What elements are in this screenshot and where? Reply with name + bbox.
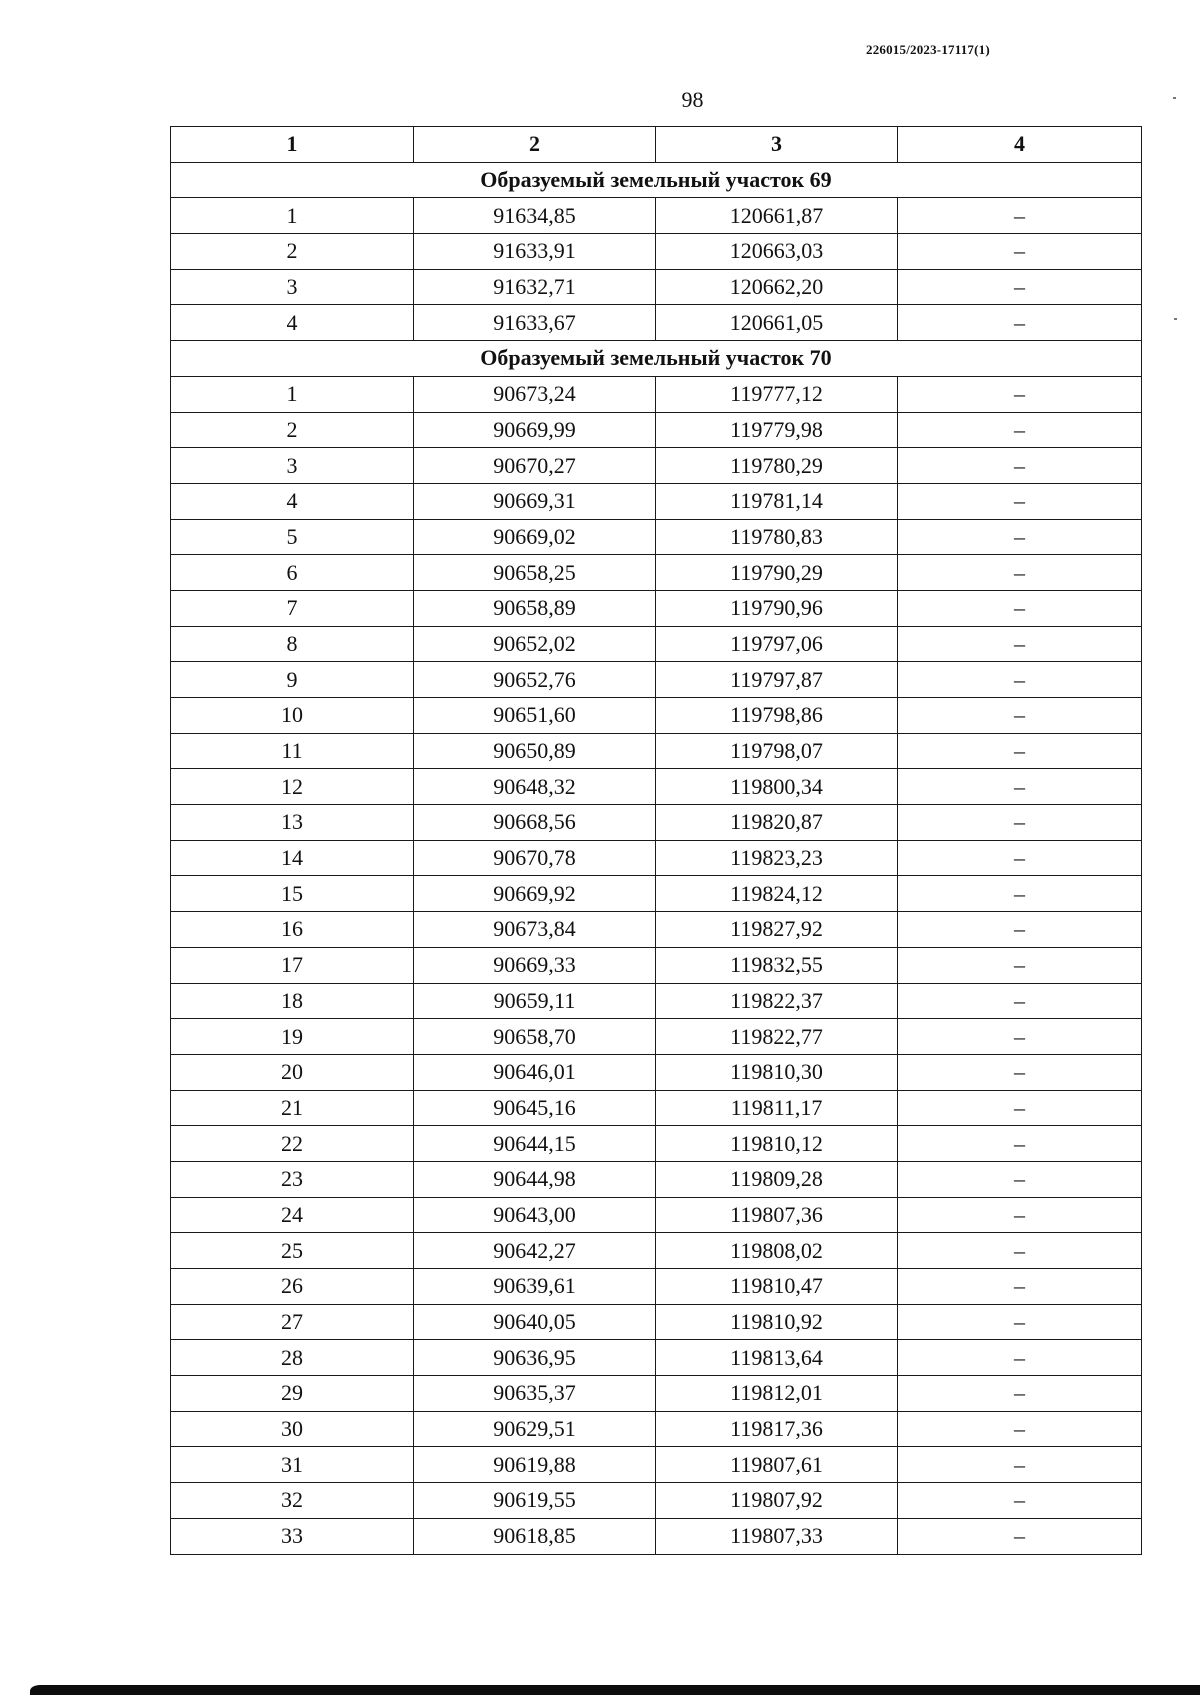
- section-header-row: [171, 162, 1142, 198]
- point-number-cell: 18: [171, 983, 414, 1019]
- table-row: [171, 198, 1142, 234]
- note-cell: –: [898, 1376, 1142, 1412]
- y-coordinate-cell: 119807,33: [656, 1518, 898, 1554]
- point-number-cell: 1: [171, 376, 414, 412]
- table-header-row: [171, 127, 1142, 163]
- note-cell: –: [898, 1411, 1142, 1447]
- note-cell: –: [898, 234, 1142, 270]
- point-number-cell: 26: [171, 1269, 414, 1305]
- table-row: [171, 876, 1142, 912]
- y-coordinate-cell: 119800,34: [656, 769, 898, 805]
- x-coordinate-cell: 90669,99: [414, 412, 656, 448]
- note-cell: –: [898, 590, 1142, 626]
- x-coordinate-cell: 90670,78: [414, 840, 656, 876]
- x-coordinate-cell: 90646,01: [414, 1054, 656, 1090]
- header-cell-4: 4: [898, 127, 1142, 163]
- x-coordinate-cell: 90643,00: [414, 1197, 656, 1233]
- point-number-cell: 20: [171, 1054, 414, 1090]
- note-cell: –: [898, 1161, 1142, 1197]
- note-cell: –: [898, 269, 1142, 305]
- table-row: [171, 234, 1142, 270]
- x-coordinate-cell: 90645,16: [414, 1090, 656, 1126]
- table-row: [171, 1054, 1142, 1090]
- note-cell: –: [898, 876, 1142, 912]
- y-coordinate-cell: 119810,30: [656, 1054, 898, 1090]
- point-number-cell: 19: [171, 1019, 414, 1055]
- note-cell: –: [898, 662, 1142, 698]
- y-coordinate-cell: 119822,77: [656, 1019, 898, 1055]
- x-coordinate-cell: 90619,55: [414, 1483, 656, 1519]
- x-coordinate-cell: 91633,91: [414, 234, 656, 270]
- y-coordinate-cell: 119810,47: [656, 1269, 898, 1305]
- note-cell: –: [898, 483, 1142, 519]
- table-row: [171, 1304, 1142, 1340]
- point-number-cell: 10: [171, 698, 414, 734]
- table-row: [171, 519, 1142, 555]
- document-id: 226015/2023-17117(1): [866, 42, 990, 57]
- point-number-cell: 2: [171, 412, 414, 448]
- section-title: Образуемый земельный участок 70: [171, 341, 1142, 377]
- y-coordinate-cell: 119809,28: [656, 1161, 898, 1197]
- header-cell-3: 3: [656, 127, 898, 163]
- y-coordinate-cell: 119822,37: [656, 983, 898, 1019]
- note-cell: –: [898, 983, 1142, 1019]
- scan-speck: [1174, 318, 1177, 320]
- note-cell: –: [898, 1126, 1142, 1162]
- note-cell: –: [898, 1019, 1142, 1055]
- point-number-cell: 12: [171, 769, 414, 805]
- point-number-cell: 15: [171, 876, 414, 912]
- table-row: [171, 1090, 1142, 1126]
- point-number-cell: 29: [171, 1376, 414, 1412]
- table-row: [171, 1161, 1142, 1197]
- x-coordinate-cell: 91632,71: [414, 269, 656, 305]
- x-coordinate-cell: 90635,37: [414, 1376, 656, 1412]
- note-cell: –: [898, 1304, 1142, 1340]
- point-number-cell: 32: [171, 1483, 414, 1519]
- x-coordinate-cell: 90644,98: [414, 1161, 656, 1197]
- note-cell: –: [898, 840, 1142, 876]
- table-row: [171, 912, 1142, 948]
- x-coordinate-cell: 90669,02: [414, 519, 656, 555]
- y-coordinate-cell: 119798,86: [656, 698, 898, 734]
- x-coordinate-cell: 90658,25: [414, 555, 656, 591]
- table-row: [171, 805, 1142, 841]
- table-row: [171, 483, 1142, 519]
- y-coordinate-cell: 120661,05: [656, 305, 898, 341]
- table-row: [171, 590, 1142, 626]
- table-row: [171, 698, 1142, 734]
- point-number-cell: 30: [171, 1411, 414, 1447]
- note-cell: –: [898, 376, 1142, 412]
- x-coordinate-cell: 90673,24: [414, 376, 656, 412]
- note-cell: –: [898, 1518, 1142, 1554]
- y-coordinate-cell: 119812,01: [656, 1376, 898, 1412]
- point-number-cell: 2: [171, 234, 414, 270]
- table-row: [171, 1197, 1142, 1233]
- x-coordinate-cell: 90670,27: [414, 448, 656, 484]
- table-row: [171, 1447, 1142, 1483]
- point-number-cell: 11: [171, 733, 414, 769]
- x-coordinate-cell: 90629,51: [414, 1411, 656, 1447]
- point-number-cell: 3: [171, 269, 414, 305]
- x-coordinate-cell: 90639,61: [414, 1269, 656, 1305]
- y-coordinate-cell: 119807,36: [656, 1197, 898, 1233]
- x-coordinate-cell: 90651,60: [414, 698, 656, 734]
- y-coordinate-cell: 119781,14: [656, 483, 898, 519]
- x-coordinate-cell: 90636,95: [414, 1340, 656, 1376]
- y-coordinate-cell: 119817,36: [656, 1411, 898, 1447]
- scan-bottom-edge: [30, 1685, 1200, 1695]
- coordinates-table: [170, 126, 1142, 1555]
- y-coordinate-cell: 119797,06: [656, 626, 898, 662]
- y-coordinate-cell: 119807,61: [656, 1447, 898, 1483]
- note-cell: –: [898, 448, 1142, 484]
- point-number-cell: 31: [171, 1447, 414, 1483]
- note-cell: –: [898, 1090, 1142, 1126]
- note-cell: –: [898, 733, 1142, 769]
- table-body: [171, 127, 1142, 1555]
- note-cell: –: [898, 198, 1142, 234]
- y-coordinate-cell: 119813,64: [656, 1340, 898, 1376]
- x-coordinate-cell: 90658,70: [414, 1019, 656, 1055]
- point-number-cell: 24: [171, 1197, 414, 1233]
- point-number-cell: 28: [171, 1340, 414, 1376]
- x-coordinate-cell: 90642,27: [414, 1233, 656, 1269]
- note-cell: –: [898, 1483, 1142, 1519]
- page-number: 98: [681, 87, 704, 112]
- x-coordinate-cell: 90650,89: [414, 733, 656, 769]
- y-coordinate-cell: 119807,92: [656, 1483, 898, 1519]
- note-cell: –: [898, 805, 1142, 841]
- point-number-cell: 9: [171, 662, 414, 698]
- note-cell: –: [898, 1197, 1142, 1233]
- table-row: [171, 1376, 1142, 1412]
- x-coordinate-cell: 90658,89: [414, 590, 656, 626]
- y-coordinate-cell: 119820,87: [656, 805, 898, 841]
- y-coordinate-cell: 119824,12: [656, 876, 898, 912]
- y-coordinate-cell: 119810,92: [656, 1304, 898, 1340]
- note-cell: –: [898, 1447, 1142, 1483]
- note-cell: –: [898, 555, 1142, 591]
- point-number-cell: 3: [171, 448, 414, 484]
- x-coordinate-cell: 91633,67: [414, 305, 656, 341]
- point-number-cell: 6: [171, 555, 414, 591]
- point-number-cell: 4: [171, 305, 414, 341]
- y-coordinate-cell: 119780,29: [656, 448, 898, 484]
- table-row: [171, 1483, 1142, 1519]
- note-cell: –: [898, 519, 1142, 555]
- note-cell: –: [898, 412, 1142, 448]
- y-coordinate-cell: 119808,02: [656, 1233, 898, 1269]
- y-coordinate-cell: 119779,98: [656, 412, 898, 448]
- point-number-cell: 1: [171, 198, 414, 234]
- header-cell-1: 1: [171, 127, 414, 163]
- y-coordinate-cell: 120663,03: [656, 234, 898, 270]
- point-number-cell: 16: [171, 912, 414, 948]
- x-coordinate-cell: 90652,76: [414, 662, 656, 698]
- y-coordinate-cell: 119832,55: [656, 947, 898, 983]
- point-number-cell: 23: [171, 1161, 414, 1197]
- x-coordinate-cell: 90640,05: [414, 1304, 656, 1340]
- point-number-cell: 5: [171, 519, 414, 555]
- note-cell: –: [898, 1340, 1142, 1376]
- y-coordinate-cell: 119811,17: [656, 1090, 898, 1126]
- x-coordinate-cell: 90669,33: [414, 947, 656, 983]
- note-cell: –: [898, 1233, 1142, 1269]
- y-coordinate-cell: 119797,87: [656, 662, 898, 698]
- table-row: [171, 1518, 1142, 1554]
- note-cell: –: [898, 947, 1142, 983]
- table-row: [171, 412, 1142, 448]
- table-row: [171, 376, 1142, 412]
- x-coordinate-cell: 90644,15: [414, 1126, 656, 1162]
- note-cell: –: [898, 626, 1142, 662]
- note-cell: –: [898, 1054, 1142, 1090]
- x-coordinate-cell: 90659,11: [414, 983, 656, 1019]
- x-coordinate-cell: 90668,56: [414, 805, 656, 841]
- y-coordinate-cell: 120661,87: [656, 198, 898, 234]
- x-coordinate-cell: 90648,32: [414, 769, 656, 805]
- table-row: [171, 947, 1142, 983]
- x-coordinate-cell: 90619,88: [414, 1447, 656, 1483]
- y-coordinate-cell: 119780,83: [656, 519, 898, 555]
- table-row: [171, 840, 1142, 876]
- point-number-cell: 22: [171, 1126, 414, 1162]
- table-row: [171, 305, 1142, 341]
- y-coordinate-cell: 119823,23: [656, 840, 898, 876]
- table-row: [171, 626, 1142, 662]
- y-coordinate-cell: 119777,12: [656, 376, 898, 412]
- point-number-cell: 21: [171, 1090, 414, 1126]
- y-coordinate-cell: 119810,12: [656, 1126, 898, 1162]
- y-coordinate-cell: 119790,29: [656, 555, 898, 591]
- point-number-cell: 17: [171, 947, 414, 983]
- y-coordinate-cell: 119827,92: [656, 912, 898, 948]
- table-row: [171, 769, 1142, 805]
- point-number-cell: 25: [171, 1233, 414, 1269]
- point-number-cell: 33: [171, 1518, 414, 1554]
- point-number-cell: 13: [171, 805, 414, 841]
- x-coordinate-cell: 90669,92: [414, 876, 656, 912]
- table-row: [171, 1340, 1142, 1376]
- y-coordinate-cell: 119798,07: [656, 733, 898, 769]
- table-row: [171, 448, 1142, 484]
- note-cell: –: [898, 1269, 1142, 1305]
- point-number-cell: 14: [171, 840, 414, 876]
- section-header-row: [171, 341, 1142, 377]
- y-coordinate-cell: 119790,96: [656, 590, 898, 626]
- point-number-cell: 8: [171, 626, 414, 662]
- y-coordinate-cell: 120662,20: [656, 269, 898, 305]
- table-row: [171, 983, 1142, 1019]
- table-row: [171, 1269, 1142, 1305]
- table-row: [171, 1411, 1142, 1447]
- point-number-cell: 4: [171, 483, 414, 519]
- point-number-cell: 7: [171, 590, 414, 626]
- section-title: Образуемый земельный участок 69: [171, 162, 1142, 198]
- note-cell: –: [898, 698, 1142, 734]
- table-row: [171, 1233, 1142, 1269]
- table-row: [171, 1019, 1142, 1055]
- note-cell: –: [898, 305, 1142, 341]
- header-cell-2: 2: [414, 127, 656, 163]
- x-coordinate-cell: 91634,85: [414, 198, 656, 234]
- note-cell: –: [898, 912, 1142, 948]
- x-coordinate-cell: 90669,31: [414, 483, 656, 519]
- x-coordinate-cell: 90652,02: [414, 626, 656, 662]
- table-row: [171, 733, 1142, 769]
- table-row: [171, 555, 1142, 591]
- scan-speck: [1173, 97, 1176, 99]
- x-coordinate-cell: 90673,84: [414, 912, 656, 948]
- note-cell: –: [898, 769, 1142, 805]
- table-row: [171, 1126, 1142, 1162]
- point-number-cell: 27: [171, 1304, 414, 1340]
- table-row: [171, 269, 1142, 305]
- x-coordinate-cell: 90618,85: [414, 1518, 656, 1554]
- table-row: [171, 662, 1142, 698]
